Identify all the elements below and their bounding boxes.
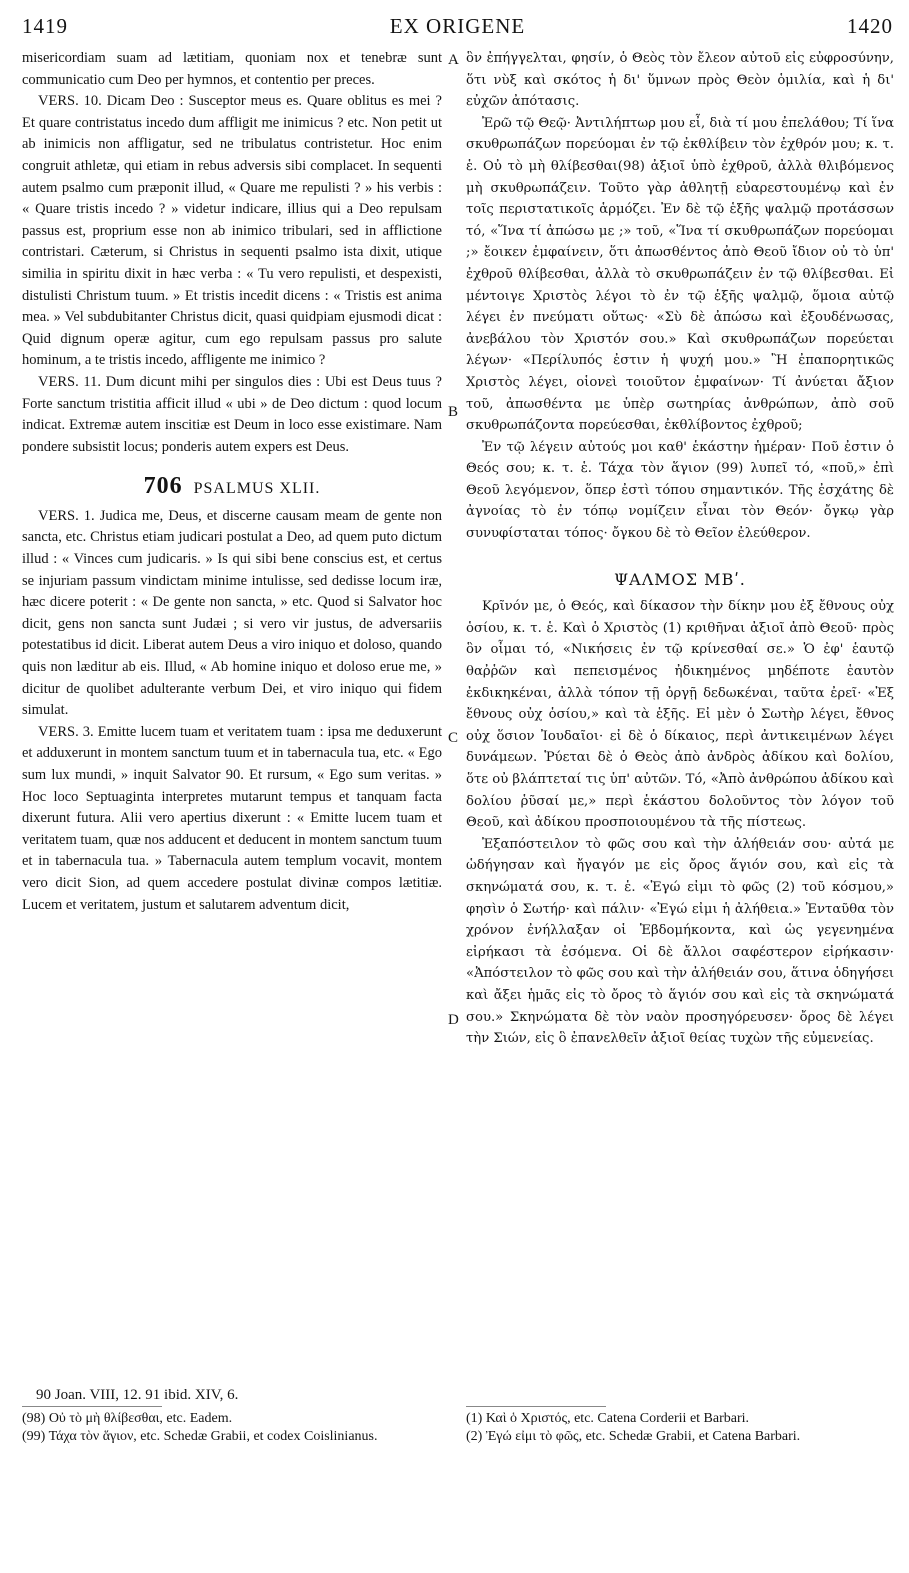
greek-paragraph: Ἐρῶ τῷ Θεῷ· Ἀντιλήπτωρ μου εἶ, διὰ τί μου ἐπελάθου; Τί ἵνα σκυθρωπάζων πορεύομαι ἐν τῷ ἐκθλίβειν τὸν ἐχθρόν μου; κ. τ. ἑ. Οὐ τὸ μὴ θλίβεσθαι(98) ἀξιοῖ ὑπὸ ἐχθροῦ, ἀλλὰ θλιβόμενος μὴ σκυθρωπάζειν. Τοῦτο γὰρ ἀθλητῇ εὐαρεστουμένῳ καὶ ἐν τοῖς περιστατικοῖς ἁρμόζει. Ἐν δὲ τῷ ἑξῆς ψαλμῷ προτάσσων τό, «Ἵνα τί ἀπώσω με ;» τοῦ, «Ἵνα τί σκυθρωπάζων πορεύομαι ;» ἔοικεν ἐμφαίνειν, ὅτι ἀπωσθέντος ἀπὸ Θεοῦ ἴδιον οὐ τὸ ὑπ' ἐχθροῦ θλίβεσθαι, ἀλλὰ τὸ σκυθρωπάζειν ἐν τῷ θλίβεσθαι. Εἰ μέντοιγε Χριστὸς λέγοι τὸ ἐν τῷ ἑξῆς ψαλμῷ, ὅμοια αὐτῷ λέγει ἐν πνεύματι οὕτως· «Σὺ δὲ ἀπώσω καὶ ἐξουδένωσας, ἀνεβάλου τὸν Χριστόν σου.» Καὶ σκυθρωπάζων πορεύεται λέγων· «Περίλυπός ἐστιν ἡ ψυχή μου.» Ἢ ἐπαπορητικῶς Χριστὸς λέγει, οἱονεὶ τοιοῦτον ἐμφαίνων· Τί ἀνύεται ἄξιον τοῦ, ἀπωσθέντα με ὑπὲρ σωτηρίας ἀνθρώπων, ἀπὸ σοῦ σκυθρωπάζοντα πορεύεσθαι, ἐκθλίβοντος ἐχθροῦ; [466,115,894,434]
scripture-reference-line: 90 Joan. VIII, 12. 91 ibid. XIV, 6. [36,1387,239,1403]
margin-letter-c: C [448,730,459,746]
running-header [22,14,893,44]
section-number: 706 [143,473,183,500]
latin-paragraph: VERS. 1. Judica me, Deus, et discerne causam meam de gente non sancta, etc. Christus etiam judicari postulat a Deo, ad quem puto dictum illud : « Vinces cum judicaris. » Is qui sibi bene conscius est, et certus se injuriam passum vindictam minime intulisse, sed dedisse locum iræ, hæc dicere poterit : « De gente non sancta, » etc. Quod si Salvator hoc dicit, gens non sancta sunt Judæi ; si vero vir justus, de adversariis potestatibus id dicit. Liberat autem Deus a viro iniquo et doloso, quando quis non læditur ab eis. Illud, « Ab homine iniquo et doloso erue me, » dicitur de quolibet adulterante verbum Dei, et viro iniquo qui fidem simulat. [22,507,442,719]
greek-paragraph: Ἐν τῷ λέγειν αὐτούς μοι καθ' ἑκάστην ἡμέραν· Ποῦ ἐστιν ὁ Θεός σου; κ. τ. ἑ. Τάχα τὸν ἅγιον (99) λυπεῖ τό, «ποῦ,» ἐπὶ Θεοῦ λεγόμενον, ὅπερ ἐστὶ τόπου σημαντικόν. Τῆς ἐσχάτης δὲ ἀγνοίας τὸ ἐν τόπῳ νομίζειν εἶναι τὸν Θεόν· ὄγκῳ γὰρ συνυφίσταται τόπος· ὄγκου δὲ τὸ Θεῖον ἐλεύθερον. [466,439,894,542]
section-heading-latin [22,473,442,500]
latin-column [22,48,442,916]
footnote: (2) Ἐγώ εἰμι τὸ φῶς, etc. Schedæ Grabii, et Catena Barbari. [466,1429,801,1444]
margin-letter-b: B [448,404,459,420]
latin-paragraph: misericordiam suam ad lætitiam, quoniam nox et tenebræ sunt communicatio cum Deo per hymnos, et contentio per preces. [22,50,442,88]
page-number-left: 1419 [22,14,68,38]
margin-letter-d: D [448,1012,459,1028]
footnote: (99) Τάχα τὸν ἅγιον, etc. Schedæ Grabii, et codex Coislinianus. [22,1429,378,1444]
greek-paragraph: ὃν ἐπήγγελται, φησίν, ὁ Θεὸς τὸν ἔλεον αὐτοῦ εἰς εὐφροσύνην, ὅτι νὺξ καὶ σκότος ἡ δι' ὕμνων πρὸς Θεὸν ὁμιλία, καὶ ἡ δι' εὐχῶν ἀπότασις. [466,51,894,110]
latin-paragraph: VERS. 11. Dum dicunt mihi per singulos dies : Ubi est Deus tuus ? Forte sanctum tristitia afficit illud « ubi » de Deo dictum : quod locum indicat. Extremæ autem inscitiæ est Deum in loco esse existimare. Nam pondere subsistit locus; ponderis autem expers est Deus. [22,373,442,455]
greek-paragraph: Κρῖνόν με, ὁ Θεός, καὶ δίκασον τὴν δίκην μου ἐξ ἔθνους οὐχ ὁσίου, κ. τ. ἑ. Καὶ ὁ Χριστὸς (1) κριθῆναι ἀξιοῖ ἀπὸ Θεοῦ· πρὸς ὃν οἶμαι τό, «Νικήσεις ἐν τῷ κρίνεσθαί σε.» Ὁ ἐφ' ἑαυτῷ θαῤῥῶν καὶ πεπεισμένος ἠδικημένος μηδέποτε ἑαυτὸν ἐκδικηκέναι, ἀλλὰ τόπον τῇ ὀργῇ δεδωκέναι, ταῦτα ἐρεῖ· «Ἐξ ἔθνους οὐχ ὁσίου,» καὶ τὰ ἑξῆς. Εἰ μὲν ὁ Σωτὴρ λέγει, ἔθνος οὐχ ὅσιον Ἰουδαῖοι· εἰ δὲ ὁ δίκαιος, περὶ ἀντικειμένων λέγει δυνάμεων. Ῥύεται δὲ ὁ Θεὸς ἀπὸ ἀνδρὸς ἀδίκου καὶ δολίου, ὅτε οὐ βλάπτεταί τις ὑπ' αὐτῶν. Τό, «Ἀπὸ ἀνθρώπου ἀδίκου καὶ δολίου ῥῦσαί με,» περὶ ἑκάστου δολοῦντος τὸν λόγον τοῦ Θεοῦ, καὶ ἀδίκου προσποιουμένου τὰ τῆς πίστεως. [466,599,894,831]
footnote-divider-right [466,1406,606,1407]
greek-paragraph: Ἐξαπόστειλον τὸ φῶς σου καὶ τὴν ἀλήθειάν σου· αὐτά με ὡδήγησαν καὶ ἤγαγόν με εἰς ὄρος ἅγιόν σου, καὶ εἰς τὰ σκηνώματά σου, κ. τ. ἑ. «Ἐγώ εἰμι τὸ φῶς (2) τοῦ κόσμου,» φησὶν ὁ Σωτήρ· καὶ πάλιν· «Ἐγώ εἰμι ἡ ἀλήθεια.» Ἐνταῦθα τὸν χρόνον ἐνήλλαξαν οἱ Ἑβδομήκοντα, καὶ ὡς γεγενημένα εἰρήκασι τὰ ἐσόμενα. Οἱ δὲ ἄλλοι σαφέστερον εἰρήκασιν· «Ἀπόστειλον τὸ φῶς σου καὶ τὴν ἀλήθειάν σου, ἅτινα ὁδηγήσει καὶ ἄξει ἡμᾶς εἰς τὸ ὄρος τὸ ἅγιόν σου καὶ εἰς τὰ σκηνώματά σου.» Σκηνώματα δὲ τὸν ναὸν προσηγόρευσεν· ὄρος δὲ λέγει τὴν Σιών, εἰς ὃ ἐπανελθεῖν ἀξιοῖ θείας τυχὼν τῆς εὐμενείας. [466,836,894,1047]
section-heading-greek [466,569,894,591]
margin-letter-a: A [448,52,459,68]
page-number-right: 1420 [847,14,893,38]
section-title-greek: ΨΑΛΜΟΣ ΜΒʹ. [614,569,746,589]
footnotes-left [22,1410,442,1446]
running-title: EX ORIGENE [389,14,526,38]
footnote: (98) Οὐ τὸ μὴ θλίβεσθαι, etc. Eadem. [22,1411,233,1426]
greek-column [466,48,894,1050]
latin-paragraph: VERS. 10. Dicam Deo : Susceptor meus es. Quare oblitus es mei ? Et quare contristatus incedo dum affligit me inimicus ? etc. Non petit ut ab inimicis non affligatur, sed ne tribulatus contristetur. Hoc enim congruit athletæ, qui etiam in rebus adversis sibi complacet. In sequenti autem psalmo cum præponit illud, « Quare me repulisti ? » his verbis : « Quare tristis incedo ? » videtur indicare, illius qui a Deo repulsam passus est, proprium esse non ab inimico tribulari, sed in afflictione contristari. Cæterum, si Christus in sequenti psalmo ista dixit, utique similia in spiritu dixit in hæc verba : « Tu vero repulisti, et despexisti, distulisti Christum tuum. » Et tristis incedit dicens : « Tristis est anima mea. » Vel subdubitanter Christus dicit, quasi quidpiam ejusmodi dicat : Quid dignum operæ agitur, cum ego repulsam passus pro salute hominum, a te tristis incedo, affligente me inimico ? [22,93,442,369]
footnote: (1) Καὶ ὁ Χριστός, etc. Catena Corderii et Barbari. [466,1411,750,1426]
footnotes-right [466,1410,894,1446]
scripture-references [36,1386,238,1404]
section-title-latin: PSALMUS XLII. [193,480,321,498]
latin-paragraph: VERS. 3. Emitte lucem tuam et veritatem tuam : ipsa me deduxerunt et adduxerunt in montem sanctum tuum et in tabernacula tua, etc. « Ego sum lux mundi, » inquit Salvator 90. Et rursum, « Ego sum veritas. » Hoc loco Septuaginta interpretes mutarunt tempus et tanquam facta dixerunt futura. Alii vero apertius dixerunt : « Emitte lucem tuam et veritatem tuam, quæ nos adducent et deducent in montem sanctum tuum et in tabernacula tua. » Tabernacula autem templum vocavit, montem vero dicit Sion, ad quem accedere postulat divinæ compos lætitiæ. Lucem et veritatem, justum et salutarem adventum dicit, [22,723,442,913]
footnote-divider-left [22,1406,162,1407]
